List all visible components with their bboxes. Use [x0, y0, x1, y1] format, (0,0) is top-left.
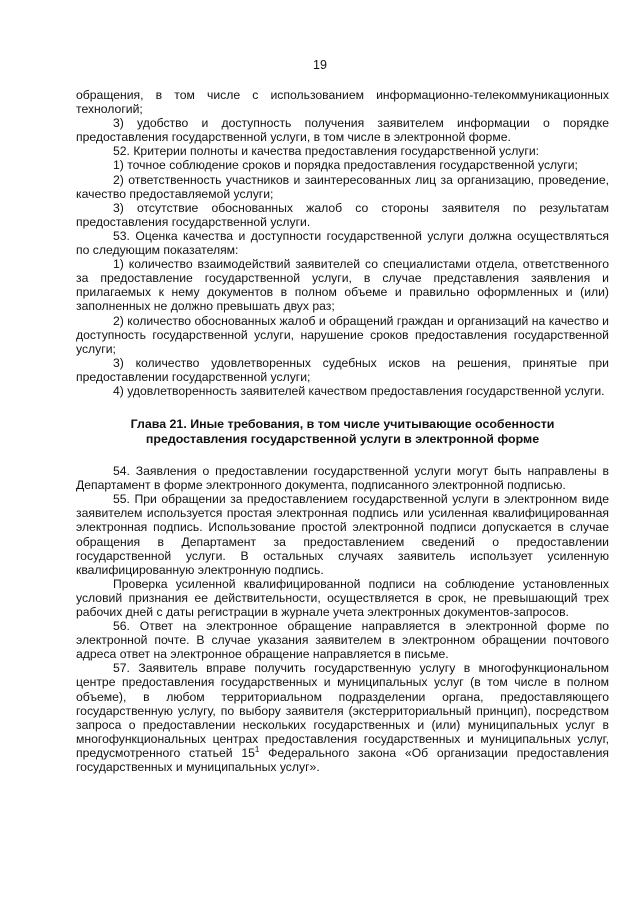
- paragraphs-after-chapter: [76, 464, 609, 661]
- chapter-heading-line-1: Глава 21. Иные требования, в том числе учитывающие особенности: [130, 417, 555, 432]
- paragraph-p-54: 54. Заявления о предоставлении государственной услуги могут быть направлены в Департамент в форме электронного документа, подписанного электронной подписью.: [76, 464, 609, 493]
- paragraph-p-53-4: 4) удовлетворенность заявителей качеством предоставления государственной услуги.: [113, 383, 605, 398]
- paragraph-57-text-end: Федерального закона «Об организации предоставления государственных и муниципальных услуг».: [76, 745, 610, 775]
- paragraph-p-53: 53. Оценка качества и доступности государственной услуги должна осуществляться по следующим показателям:: [76, 228, 609, 258]
- paragraph-p-52-1: 1) точное соблюдение сроков и порядка предоставления государственной услуги;: [113, 158, 578, 173]
- paragraph-57-text: 57. Заявитель вправе получить государственную услугу в многофункциональном центре предоставления государственных и муниципальных услуг (в том числе в полном объеме), в любом территориальном подразделении органа, предоставляющего государственную услугу, по выбору заявителя (экстерриториальный принцип), посредством запроса о предоставлении нескольких государственных и (или) муниципальных услуг в многофункциональных центрах предоставления государственных и муниципальных услуг, предусмотренного статьей 15: [76, 661, 609, 760]
- page-number: 19: [313, 58, 327, 72]
- paragraph-p-52: 52. Критерии полноты и качества предоставления государственной услуги:: [113, 144, 540, 159]
- paragraph-p-51-3: 3) удобство и доступность получения заявителем информации о порядке предоставления государственной услуги, в том числе в электронной форме.: [76, 116, 609, 145]
- paragraph-p-53-1: 1) количество взаимодействий заявителей со специалистами отдела, ответственного за предоставление государственной услуги, в случае представления заявления и прилагаемых к нему документов в полном объеме и правильно оформленных и (или) заполненных не должно превышать двух раз;: [76, 257, 609, 314]
- document-body: [76, 88, 609, 774]
- paragraph-p-55: 55. При обращении за предоставлением государственной услуги в электронном виде заявителем используется простая электронная подпись или усиленная квалифицированная электронная подпись. Использование простой электронной подписи допускается в случае обращения в Департамент за предоставлением сведений о предоставлении государственной услуги. В остальных случаях заявитель использует усиленную квалифицированную электронную подпись.: [76, 492, 609, 577]
- paragraph-p-55-b: Проверка усиленной квалифицированной подписи на соблюдение установленных условий признания ее действительности, осуществляется в срок, не превышающий трех рабочих дней с даты регистрации в журнале учета электронных документов-запросов.: [76, 576, 609, 619]
- chapter-heading-line-2: предоставления государственной услуги в электронной форме: [145, 432, 540, 447]
- paragraph-p-52-2: 2) ответственность участников и заинтересованных лиц за организацию, проведение, качество предоставляемой услуги;: [76, 172, 609, 201]
- paragraph-p-56: 56. Ответ на электронное обращение направляется в электронной форме по электронной почте. В случае указания заявителем в электронном обращении почтового адреса ответ на электронное обращение направляется в письме.: [76, 619, 609, 662]
- chapter-heading: [76, 417, 609, 447]
- superscript-article-number: 1: [254, 744, 260, 754]
- paragraph-p-53-2: 2) количество обоснованных жалоб и обращений граждан и организаций на качество и доступность государственной услуги, нарушение сроков предоставления государственной услуги;: [76, 313, 609, 356]
- paragraph-p-cont-51: обращения, в том числе с использованием информационно-телекоммуникационных технологий;: [76, 88, 609, 117]
- paragraph-p-53-3: 3) количество удовлетворенных судебных исков на решения, принятые при предоставлении государственной услуги;: [76, 355, 609, 384]
- paragraph-57: [76, 661, 609, 774]
- paragraphs-before-chapter: [76, 88, 609, 398]
- paragraph-p-52-3: 3) отсутствие обоснованных жалоб со стороны заявителя по результатам предоставления государственной услуги.: [76, 200, 609, 229]
